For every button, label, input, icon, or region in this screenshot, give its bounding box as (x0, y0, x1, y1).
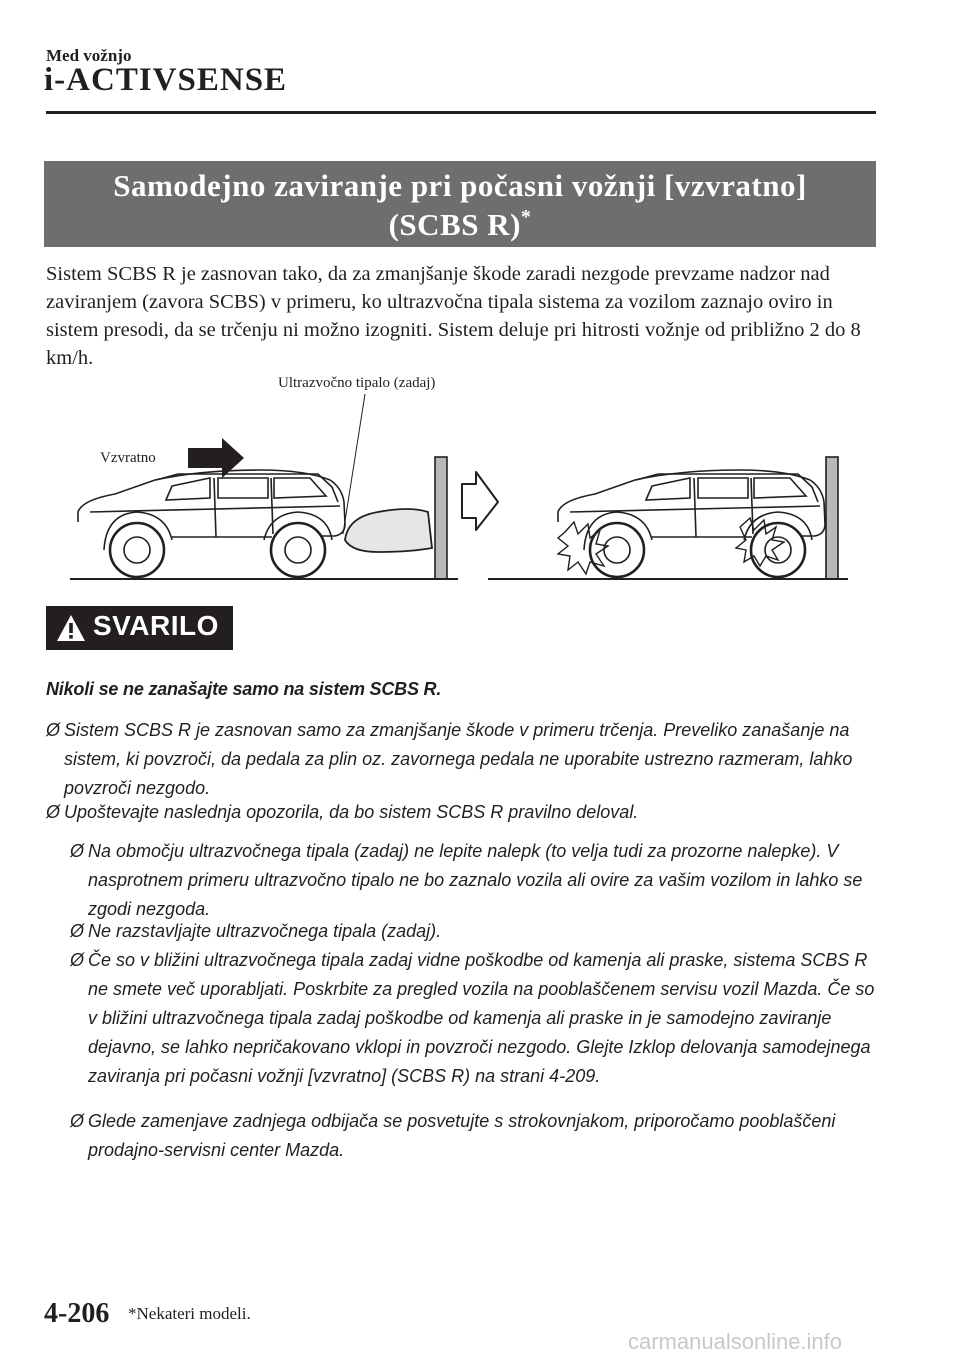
reverse-label: Vzvratno (100, 450, 156, 466)
bullet-arrow-icon: Ø (70, 841, 85, 861)
scbs-r-illustration (60, 362, 860, 592)
footnote: *Nekateri modeli. (128, 1304, 251, 1323)
warning-subitem (70, 1107, 876, 1165)
section-label: Med vožnjo (46, 46, 132, 65)
page-number: 4-206 (44, 1298, 110, 1329)
page-title-line2 (44, 205, 876, 244)
obstacle-wall (435, 457, 447, 579)
header-rule (46, 111, 876, 114)
intro-paragraph: Sistem SCBS R je zasnovan tako, da za zmanjšanje škode zaradi nezgode prevzame nadzor nad zaviranjem (zavora SCBS) v primeru, ko ultrazvočna tipala sistema za vozilom zaznajo oviro in sistem presodi, da se trčenju ni možno izogniti. Sistem deluje pri hitrosti vožnje od približno 2 do 8 km/h. (46, 263, 861, 369)
sensor-leader-line (343, 394, 365, 534)
bullet-arrow-icon: Ø (70, 1111, 85, 1131)
warning-subitem-text: Ne razstavljajte ultrazvočnega tipala (zadaj). (88, 921, 442, 941)
warning-item-text: Sistem SCBS R je zasnovan samo za zmanjšanje škode v primeru trčenja. Preveliko zanašanje na sistem, ki povzroči, da pedala za plin oz. zavornega pedala ne uporabite ustrezno razmeram, lahko povzroči nezgodo. (64, 720, 853, 798)
impact-burst-icon (558, 522, 608, 574)
warning-subitem-text: Če so v bližini ultrazvočnega tipala zadaj vidne poškodbe od kamenja ali praske, sistema SCBS R ne smete več uporabljati. Poskrbite za pregled vozila na pooblaščenem servisu vozil Mazda. Če so v bližini ultrazvočnega tipala zadaj poškodbe od kamenja ali praske in je samodejno zaviranje dejavno, se lahko nepričakovano vklopi in povzroči nezgodo. Glejte Izklop delovanja samodejnega zaviranja pri počasni vožnji [vzvratno] (SCBS R) na strani 4-209. (88, 950, 875, 1086)
sensor-label: Ultrazvočno tipalo (zadaj) (278, 375, 436, 391)
bullet-arrow-icon: Ø (46, 802, 61, 822)
footnote-mark: * (520, 206, 532, 228)
warning-item (46, 798, 876, 827)
watermark: carmanualsonline.info (628, 1329, 843, 1354)
chapter-title: i-ACTIVSENSE (44, 62, 288, 98)
sequence-arrow-icon (462, 472, 498, 530)
warning-subitem (70, 917, 876, 946)
warning-item (46, 716, 876, 803)
bullet-arrow-icon: Ø (70, 921, 85, 941)
bullet-arrow-icon: Ø (46, 720, 61, 740)
page-title-line1: Samodejno zaviranje pri počasni vožnji [vzvratno] (113, 168, 807, 203)
warning-headline: Nikoli se ne zanašajte samo na sistem SCBS R. (46, 679, 442, 699)
warning-subitem-text: Na območju ultrazvočnega tipala (zadaj) ne lepite nalepk (to velja tudi za prozorne nalepke). V nasprotnem primeru ultrazvočno tipalo ne bo zaznalo vozila ali ovire za vašim vozilom in lahko se zgodi nezgoda. (88, 841, 863, 919)
warning-subitem (70, 946, 876, 1091)
sensor-detection-zone (345, 509, 432, 552)
car-collision-icon (558, 470, 825, 577)
page-title-banner (44, 161, 876, 247)
warning-label: SVARILO (93, 610, 219, 641)
warning-subitem (70, 837, 876, 924)
bullet-arrow-icon: Ø (70, 950, 85, 970)
warning-subitem-text: Glede zamenjave zadnjega odbijača se posvetujte s strokovnjakom, priporočamo pooblaščeni prodajno-servisni center Mazda. (88, 1111, 836, 1160)
obstacle-wall-2 (826, 457, 838, 579)
warning-triangle-icon (56, 614, 86, 642)
car-reversing-icon (78, 470, 345, 577)
page-title-line2-text: (SCBS R) (388, 207, 521, 242)
warning-item-text: Upoštevajte naslednja opozorila, da bo sistem SCBS R pravilno deloval. (64, 802, 639, 822)
impact-burst-icon-2 (736, 518, 784, 566)
warning-badge (46, 606, 233, 650)
